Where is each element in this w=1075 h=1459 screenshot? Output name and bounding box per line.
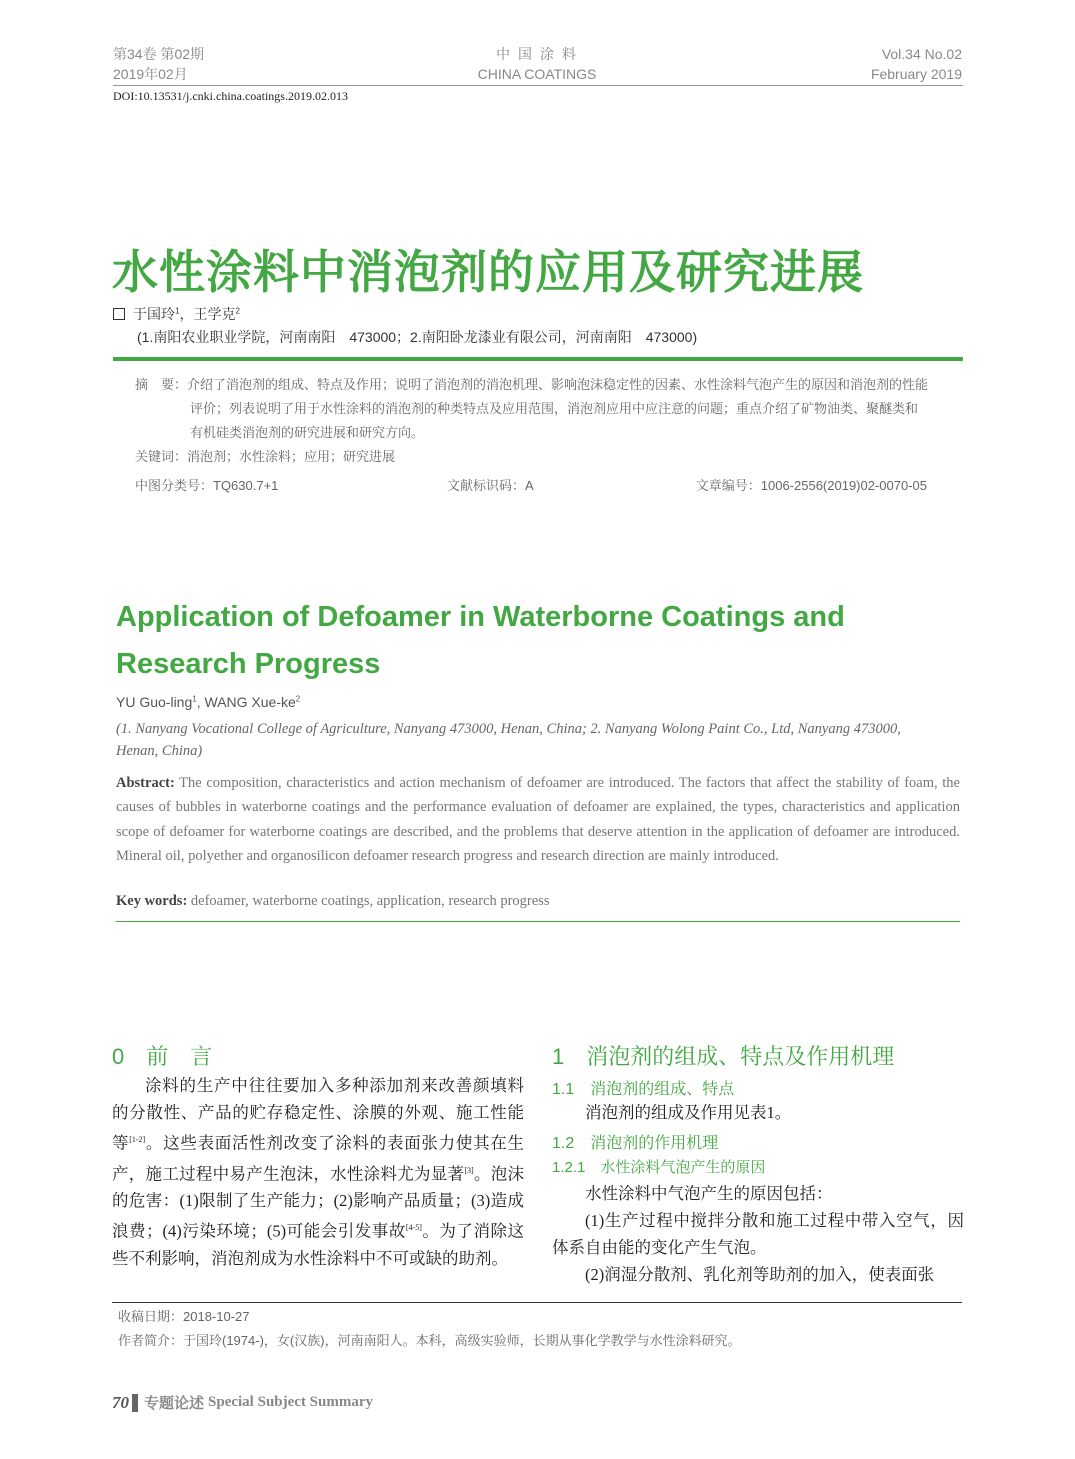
author-2-en-affil: 2 xyxy=(295,694,301,704)
header-rule xyxy=(113,85,963,86)
keywords-cn xyxy=(135,446,395,465)
paragraph-text: 。泡沫的危害：(1)限制了生产能力；(2)影响产品质量；(3)造成浪费；(4)污染环境；(5)可能会引发事故 xyxy=(112,1164,525,1241)
journal-issue-en xyxy=(871,44,962,84)
received-date: 收稿日期：2018-10-27 xyxy=(118,1309,250,1324)
title-rule xyxy=(113,357,963,361)
citation[interactable]: [3] xyxy=(464,1165,474,1175)
volume-cn: 第34卷 第02期 xyxy=(113,46,205,62)
author-2: 王学克 xyxy=(193,306,236,322)
clc-number: 中图分类号：TQ630.7+1 xyxy=(135,478,279,493)
author-bio: 作者简介：于国玲(1974-)，女(汉族)，河南南阳人。本科，高级实验师，长期从事化学教学与水性涂料研究。 xyxy=(118,1333,741,1348)
author-1: 于国玲 xyxy=(133,306,175,322)
page-number: 70 xyxy=(112,1392,129,1412)
document-code: 文献标识码：A xyxy=(447,478,534,493)
section-1-1-text: 消泡剂的组成及作用见表1。 xyxy=(585,1103,792,1122)
subsection-heading: 1.2.1 水性涂料气泡产生的原因 xyxy=(552,1159,766,1176)
keywords-en-text: defoamer, waterborne coatings, application, research progress xyxy=(187,893,550,909)
paragraph-text: 。这些表面活性剂改变了涂料的表面张力使其在生产，施工过程中易产生泡沫，水性涂料尤为显著 xyxy=(112,1133,525,1183)
journal-name xyxy=(437,44,637,84)
citation[interactable]: [1-2] xyxy=(129,1135,146,1144)
keywords-en-label: Key words: xyxy=(116,893,188,909)
title-en-line1: Application of Defoamer in Waterborne Coatings and xyxy=(116,601,845,633)
separator-en: , xyxy=(196,694,205,710)
footnote-rule xyxy=(112,1302,962,1303)
journal-name-cn: 中 国 涂 料 xyxy=(496,46,578,62)
abstract-rule xyxy=(116,921,960,922)
abstract-cn-text: 介绍了消泡剂的组成、特点及作用；说明了消泡剂的消泡机理、影响泡沫稳定性的因素、水性涂料气泡产生的原因和消泡剂的性能评价；列表说明了用于水性涂料的消泡剂的种类特点及应用范围，消泡剂应用中应注意的问题；重点介绍了矿物油类、聚醚类和有机硅类消泡剂的研究进展和研究方向。 xyxy=(187,377,929,440)
paragraph-text: 涂料的生产中往往要加入多种添加剂来改善颜填料的分散性、产品的贮存稳定性、涂膜的外观、施工性能等 xyxy=(112,1076,524,1153)
checkbox-icon xyxy=(113,308,125,320)
title-en xyxy=(116,594,845,688)
author-1-en-affil: 1 xyxy=(192,694,197,704)
section-1-2-heading: 1.2 消泡剂的作用机理 xyxy=(552,1135,719,1152)
author-2-en: WANG Xue-ke xyxy=(204,694,296,710)
citation[interactable]: [4-5] xyxy=(405,1223,422,1232)
section-1-heading: 1 消泡剂的组成、特点及作用机理 xyxy=(552,1044,895,1069)
title-en-line2: Research Progress xyxy=(116,648,381,680)
journal-issue-cn xyxy=(113,44,204,84)
authors-en xyxy=(116,694,300,710)
section-0-heading: 0 前 言 xyxy=(112,1044,213,1069)
column-name-cn: 专题论述 xyxy=(144,1396,205,1412)
abstract-en-text: The composition, characteristics and action mechanism of defoamer are introduced. The factors that affect the stability of foam, the causes of bubbles in waterborne coatings and the performance evaluation of defoamer are explained, the types, characteristics and application scope of defoamer for waterborne coatings are described, and the problems that deserve attention in the application of defoamer are introduced. Mineral oil, polyether and organosilicon defoamer research progress and research direction are mainly introduced. xyxy=(116,775,960,865)
section-1-1-heading: 1.1 消泡剂的组成、特点 xyxy=(552,1081,735,1098)
date-en: February 2019 xyxy=(870,66,962,82)
author-2-affil: 2 xyxy=(235,306,240,316)
abstract-cn xyxy=(135,373,930,445)
keywords-en xyxy=(116,893,549,910)
journal-name-en: CHINA COATINGS xyxy=(477,66,597,82)
section-1-2-1-text: 水性涂料中气泡产生的原因包括： xyxy=(585,1184,833,1203)
column-name-en: Special Subject Summary xyxy=(208,1394,374,1410)
doi: DOI:10.13531/j.cnki.china.coatings.2019.02.013 xyxy=(113,89,348,103)
keywords-cn-text: 消泡剂；水性涂料；应用；研究进展 xyxy=(187,449,396,464)
separator: ， xyxy=(179,306,194,322)
section-1-2-1-heading xyxy=(552,1153,765,1181)
affiliation-en: (1. Nanyang Vocational College of Agriculture, Nanyang 473000, Henan, China; 2. Nanyang Wolong Paint Co., Ltd, Nanyang 473000, Henan, China) xyxy=(116,721,901,759)
footer-bar xyxy=(132,1394,138,1412)
volume-en: Vol.34 No.02 xyxy=(881,46,962,62)
paragraph-text: 。为了消除这些不利影响，消泡剂成为水性涂料中不可或缺的助剂。 xyxy=(112,1221,525,1268)
date-cn: 2019年02月 xyxy=(113,66,188,82)
abstract-en-label: Abstract: xyxy=(116,775,175,791)
abstract-en xyxy=(116,771,960,869)
affiliation-cn: (1.南阳农业职业学院，河南南阳 473000；2.南阳卧龙漆业有限公司，河南南阳 473000) xyxy=(137,329,698,345)
authors-cn xyxy=(113,304,240,324)
author-1-affil: 1 xyxy=(175,306,180,316)
title-cn: 水性涂料中消泡剂的应用及研究进展 xyxy=(112,246,864,298)
author-1-en: YU Guo-ling xyxy=(116,694,193,710)
section-0-paragraph xyxy=(112,1072,524,1272)
list-item: (1)生产过程中搅拌分散和施工过程中带入空气，因体系自由能的变化产生气泡。 xyxy=(552,1211,964,1257)
page-footer xyxy=(112,1392,373,1413)
article-number: 文章编号：1006-2556(2019)02-0070-05 xyxy=(695,478,927,493)
keywords-cn-label: 关键词： xyxy=(135,449,188,464)
abstract-cn-label: 摘 要： xyxy=(135,377,188,392)
list-item: (2)润湿分散剂、乳化剂等助剂的加入，使表面张 xyxy=(585,1265,935,1284)
